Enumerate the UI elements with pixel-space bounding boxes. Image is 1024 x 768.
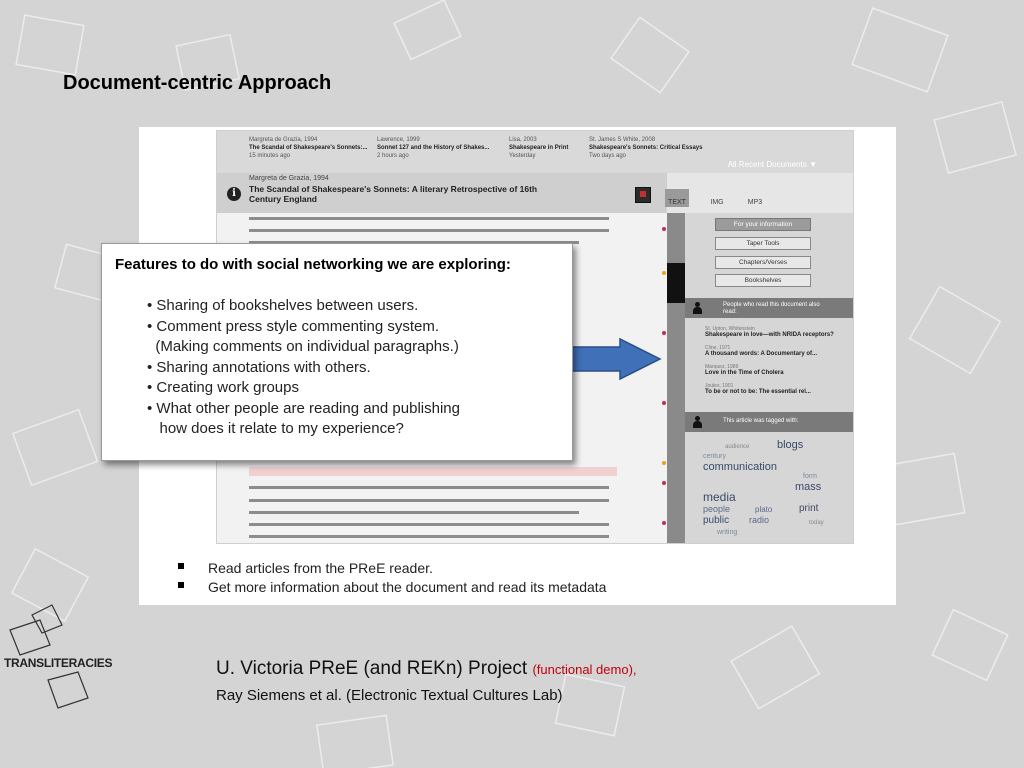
- chevron-down-icon: ▼: [809, 160, 817, 169]
- bookmark-icon[interactable]: [635, 187, 651, 203]
- tag[interactable]: plato: [755, 505, 773, 514]
- list-item[interactable]: St. Upton, Whitenstein Shakespeare in love—with NRIDA receptors?: [705, 326, 834, 338]
- comment-marker-icon[interactable]: [662, 331, 666, 335]
- comment-marker-icon[interactable]: [662, 481, 666, 485]
- tag[interactable]: people: [703, 504, 731, 514]
- callout-list: [147, 296, 460, 440]
- text-line: [249, 535, 609, 538]
- comment-marker-icon[interactable]: [662, 521, 666, 525]
- tag[interactable]: communication: [703, 461, 777, 473]
- bookshelves-button[interactable]: Bookshelves: [715, 274, 811, 287]
- tags-header: This article was tagged with:: [685, 412, 853, 432]
- list-item: • Sharing of bookshelves between users.: [147, 297, 419, 314]
- tab-text[interactable]: TEXT: [665, 189, 689, 207]
- logo: TRANSLITERACIES: [4, 656, 113, 670]
- highlighted-paragraph[interactable]: [249, 467, 617, 476]
- also-read-header: People who read this document also read:: [685, 298, 853, 318]
- list-item[interactable]: Joules, 1901 To be or not to be: The essential rel...: [705, 383, 811, 395]
- recent-tab[interactable]: Margreta de Grazia, 1994 The Scandal of Shakespeare's Sonnets:... 15 minutes ago: [249, 137, 368, 159]
- tag[interactable]: print: [799, 503, 819, 514]
- author-credit: Ray Siemens et al. (Electronic Textual Cultures Lab): [216, 687, 563, 704]
- list-item: Get more information about the document and read its metadata: [178, 578, 606, 597]
- list-item: • Comment press style commenting system.: [147, 317, 440, 335]
- annotation-marker-icon[interactable]: [662, 461, 666, 465]
- tag[interactable]: radio: [749, 515, 770, 525]
- recent-tab[interactable]: Lisa, 2003 Shakespeare in Print Yesterday: [509, 137, 569, 159]
- document-title: The Scandal of Shakespeare's Sonnets: A literary Retrospective of 16th Century England: [249, 184, 538, 204]
- all-recent-dropdown[interactable]: All Recent Documents ▼: [727, 160, 817, 169]
- bullet-list: [178, 559, 606, 597]
- features-callout: [101, 243, 573, 461]
- recent-tab[interactable]: St. James S White, 2008 Shakespeare's Sonnets: Critical Essays Two days ago: [589, 137, 703, 159]
- info-icon[interactable]: i: [227, 187, 241, 201]
- tag[interactable]: mass: [795, 481, 822, 493]
- tag[interactable]: form: [803, 473, 817, 480]
- tag[interactable]: media: [703, 490, 736, 504]
- text-line: [249, 217, 609, 220]
- tab-img[interactable]: IMG: [710, 199, 724, 206]
- tag[interactable]: blogs: [777, 439, 804, 451]
- fyi-button[interactable]: For your information: [715, 218, 811, 231]
- person-icon: [693, 302, 701, 314]
- list-item[interactable]: Cline, 1971 A thousand words: A Documentary of...: [705, 345, 818, 357]
- annotation-marker-icon[interactable]: [662, 271, 666, 275]
- scrollbar-thumb[interactable]: [667, 263, 685, 303]
- tag[interactable]: public: [703, 515, 730, 526]
- text-line: [249, 523, 609, 526]
- person-icon: [693, 416, 701, 428]
- recent-documents-bar: [217, 131, 853, 173]
- callout-title: Features to do with social networking we are exploring:: [115, 256, 511, 273]
- text-line: [249, 511, 579, 514]
- list-item: • Sharing annotations with others.: [147, 358, 371, 376]
- chapters-verses-button[interactable]: Chapters/Verses: [715, 256, 811, 269]
- list-item[interactable]: Marquez, 1989 Love in the Time of Cholera: [705, 364, 784, 376]
- list-item: (Making comments on individual paragraphs.): [147, 338, 459, 355]
- slide-title: Document-centric Approach: [63, 72, 332, 94]
- taper-tools-button[interactable]: Taper Tools: [715, 237, 811, 250]
- text-line: [249, 229, 609, 232]
- text-line: [249, 486, 609, 489]
- document-author: Margreta de Grazia, 1994: [249, 175, 329, 182]
- scrollbar[interactable]: [667, 213, 685, 543]
- recent-tab[interactable]: Lawrence, 1999 Sonnet 127 and the History of Shakes... 2 hours ago: [377, 137, 490, 159]
- tag[interactable]: audience: [725, 444, 750, 450]
- list-item: Read articles from the PReE reader.: [178, 559, 606, 578]
- comment-marker-icon[interactable]: [662, 227, 666, 231]
- list-item: how does it relate to my experience?: [147, 420, 404, 437]
- tab-mp3[interactable]: MP3: [747, 199, 763, 206]
- project-credit: U. Victoria PReE (and REKn) Project (functional demo),: [216, 658, 637, 679]
- tag[interactable]: today: [809, 520, 824, 526]
- tag[interactable]: century: [703, 453, 726, 460]
- tag[interactable]: writing: [717, 529, 738, 536]
- list-item: • Creating work groups: [147, 379, 299, 396]
- comment-marker-icon[interactable]: [662, 401, 666, 405]
- text-line: [249, 499, 609, 502]
- list-item: • What other people are reading and publishing: [147, 399, 460, 417]
